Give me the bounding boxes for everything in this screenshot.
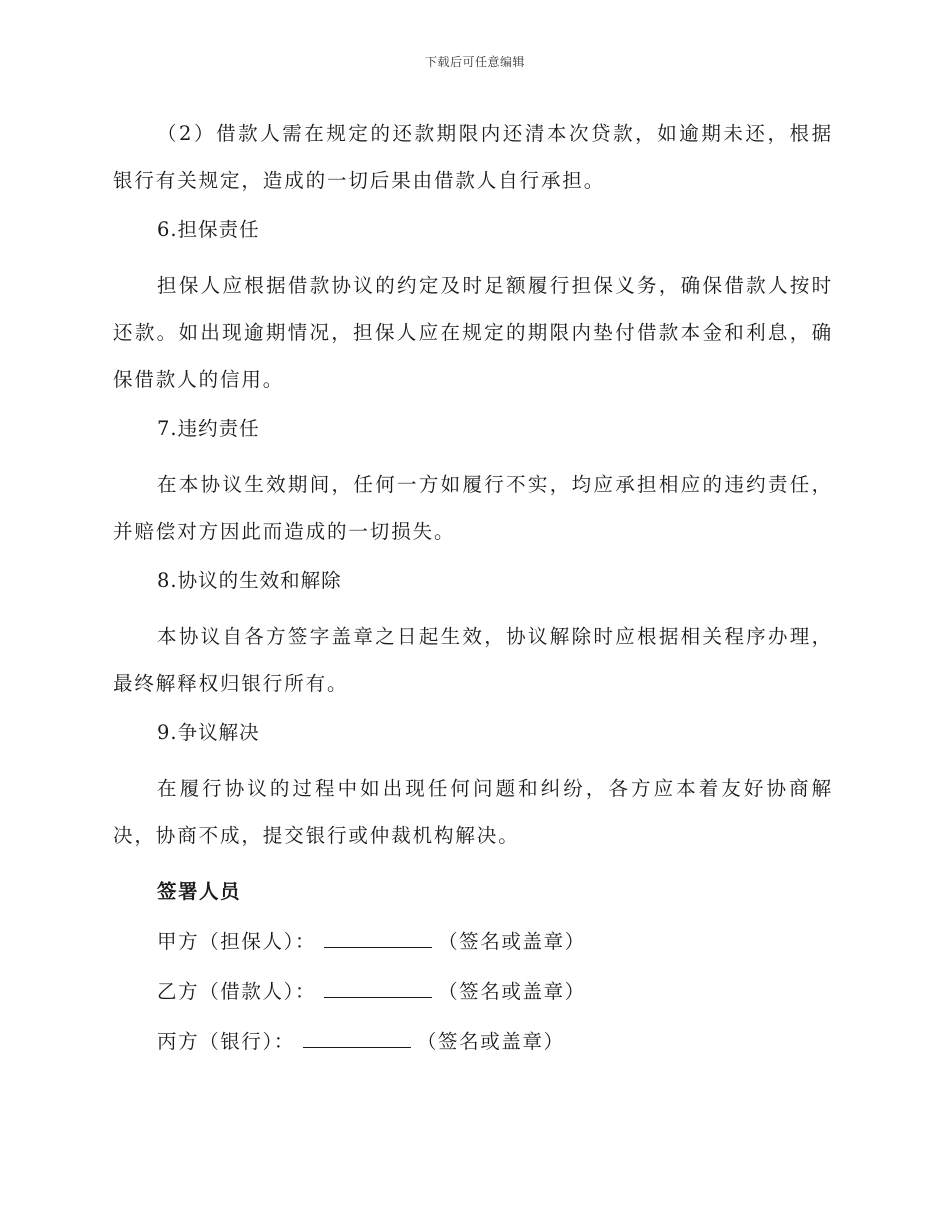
paragraph-effect-termination: 本协议自各方签字盖章之日起生效，协议解除时应根据相关程序办理，最终解释权归银行所有。 [113, 625, 833, 695]
party-b-label: 乙方（借款人）： [157, 980, 317, 1003]
paragraph-dispute-resolution: 在履行协议的过程中如出现任何问题和纠纷，各方应本着友好协商解决，协商不成，提交银行或仲裁机构解决。 [113, 777, 833, 847]
party-c-suffix: （签名或盖章） [416, 1030, 565, 1053]
party-c-signature-blank[interactable] [303, 1027, 411, 1048]
heading-breach-liability: 7.违约责任 [157, 417, 260, 440]
party-b-signature-blank[interactable] [324, 977, 432, 998]
document-body [113, 110, 833, 1077]
party-a-label: 甲方（担保人）： [157, 930, 317, 953]
paragraph-guarantee-liability: 担保人应根据借款协议的约定及时足额履行担保义务，确保借款人按时还款。如出现逾期情况，担保人应在规定的期限内垫付借款本金和利息，确保借款人的信用。 [113, 274, 833, 391]
signature-line-party-a [113, 927, 833, 957]
heading-effect-termination: 8.协议的生效和解除 [157, 569, 342, 592]
signature-line-party-c [113, 1027, 833, 1057]
paragraph-breach-liability: 在本协议生效期间，任何一方如履行不实，均应承担相应的违约责任，并赔偿对方因此而造成的一切损失。 [113, 473, 833, 543]
header-note: 下载后可任意编辑 [424, 55, 525, 69]
party-b-suffix: （签名或盖章） [438, 980, 586, 1003]
party-a-signature-blank[interactable] [324, 927, 432, 948]
paragraph-repayment: （2）借款人需在规定的还款期限内还清本次贷款，如逾期未还，根据银行有关规定，造成的一切后果由借款人自行承担。 [113, 122, 833, 192]
signatures-title: 签署人员 [157, 880, 242, 903]
heading-guarantee-liability: 6.担保责任 [157, 218, 260, 241]
heading-dispute-resolution: 9.争议解决 [157, 721, 260, 744]
party-a-suffix: （签名或盖章） [438, 930, 586, 953]
party-c-label: 丙方（银行）： [157, 1030, 295, 1053]
signature-line-party-b [113, 977, 833, 1007]
